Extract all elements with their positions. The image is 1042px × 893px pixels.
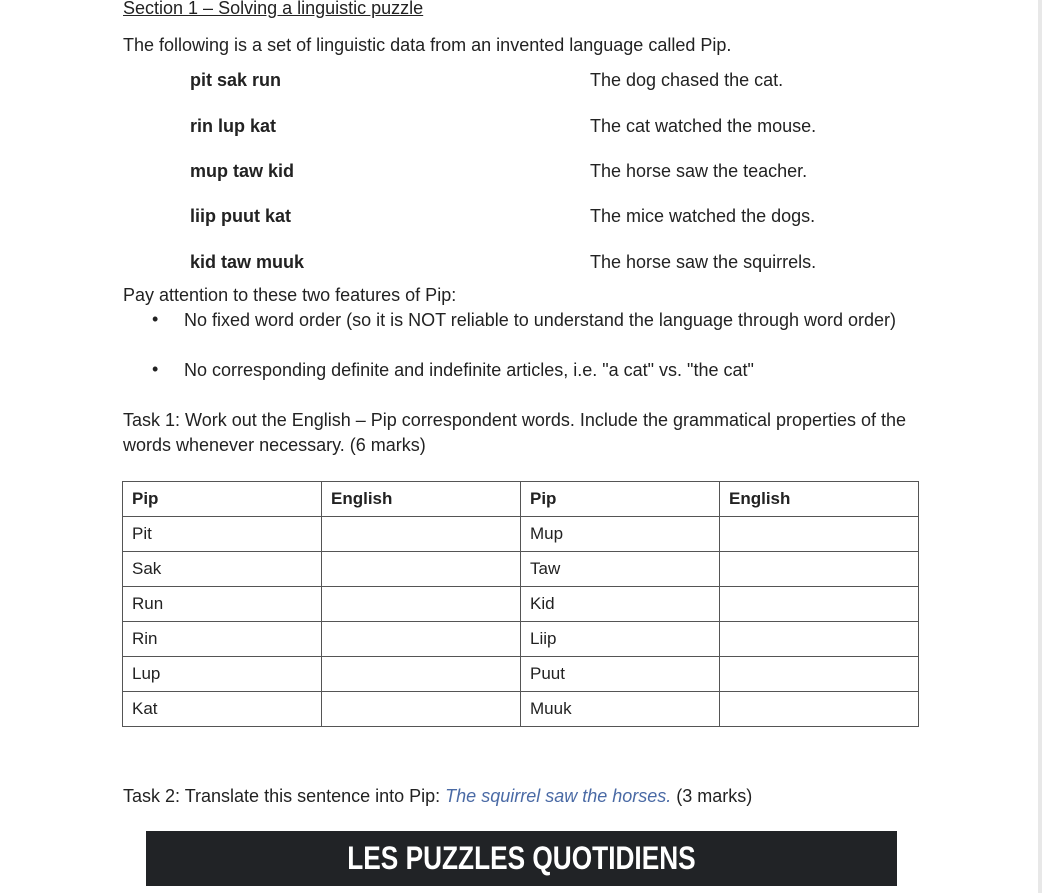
column-header: Pip (123, 482, 322, 517)
english-sentence: The cat watched the mouse. (590, 116, 817, 136)
column-header: English (322, 482, 521, 517)
english-answer-cell[interactable] (720, 622, 919, 657)
english-answer-cell[interactable] (322, 552, 521, 587)
english-answer-cell[interactable] (720, 552, 919, 587)
english-answer-cell[interactable] (322, 622, 521, 657)
english-sentence: The mice watched the dogs. (590, 206, 816, 226)
table-header-row (123, 482, 919, 517)
english-answer-cell[interactable] (322, 517, 521, 552)
footer-banner (146, 831, 897, 886)
table-row (123, 657, 919, 692)
task1-instructions: Task 1: Work out the English – Pip correspondent words. Include the grammatical properties of the words whenever necessary. (6 marks) (123, 410, 907, 455)
pip-word-cell: Liip (521, 622, 720, 657)
task2-sentence: The squirrel saw the horses. (445, 786, 672, 806)
pip-word-cell: Kid (521, 587, 720, 622)
pip-word-cell: Lup (123, 657, 322, 692)
english-answer-cell[interactable] (720, 517, 919, 552)
english-answer-cell[interactable] (322, 587, 521, 622)
pip-word-cell: Rin (123, 622, 322, 657)
pip-word-cell: Muuk (521, 692, 720, 727)
pip-sentence: rin lup kat (190, 116, 277, 136)
banner-title: LES PUZZLES QUOTIDIENS (347, 840, 696, 876)
vocabulary-table (122, 481, 919, 727)
column-header: Pip (521, 482, 720, 517)
pip-sentence: pit sak run (190, 70, 282, 90)
english-answer-cell[interactable] (322, 657, 521, 692)
bullet-item: No fixed word order (so it is NOT reliable to understand the language through word order) (184, 310, 897, 330)
column-header: English (720, 482, 919, 517)
bullet-icon: • (152, 309, 159, 329)
pip-sentence: liip puut kat (190, 206, 291, 226)
table-row (123, 517, 919, 552)
pip-word-cell: Puut (521, 657, 720, 692)
english-sentence: The dog chased the cat. (590, 70, 784, 90)
attention-heading: Pay attention to these two features of Pip: (123, 285, 457, 305)
pip-word-cell: Taw (521, 552, 720, 587)
pip-word-cell: Sak (123, 552, 322, 587)
pip-word-cell: Pit (123, 517, 322, 552)
pip-sentence: kid taw muuk (190, 252, 305, 272)
table-row (123, 587, 919, 622)
english-sentence: The horse saw the squirrels. (590, 252, 817, 272)
english-answer-cell[interactable] (720, 587, 919, 622)
task2-instructions (123, 786, 752, 807)
bullet-icon: • (152, 359, 159, 379)
pip-word-cell: Mup (521, 517, 720, 552)
table-row (123, 692, 919, 727)
pip-sentence: mup taw kid (190, 161, 295, 181)
pip-word-cell: Kat (123, 692, 322, 727)
task2-prefix: Task 2: Translate this sentence into Pip: (123, 786, 446, 806)
english-answer-cell[interactable] (720, 657, 919, 692)
bullet-item: No corresponding definite and indefinite articles, i.e. "a cat" vs. "the cat" (184, 360, 754, 380)
pip-word-cell: Run (123, 587, 322, 622)
english-answer-cell[interactable] (322, 692, 521, 727)
english-answer-cell[interactable] (720, 692, 919, 727)
intro-text: The following is a set of linguistic data from an invented language called Pip. (123, 35, 732, 55)
table-row (123, 552, 919, 587)
table-row (123, 622, 919, 657)
english-sentence: The horse saw the teacher. (590, 161, 808, 181)
task2-suffix: (3 marks) (671, 786, 753, 806)
section-title: Section 1 – Solving a linguistic puzzle (123, 0, 424, 18)
